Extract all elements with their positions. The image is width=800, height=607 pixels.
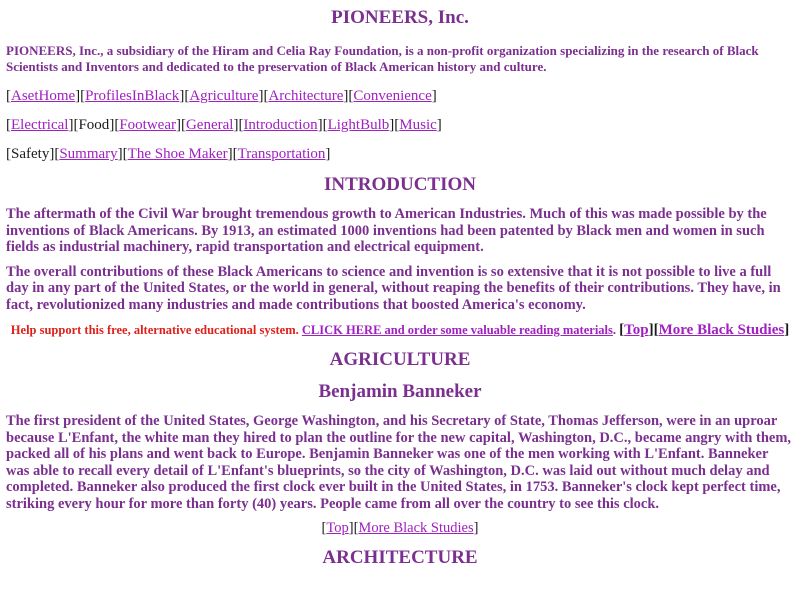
support-banner (6, 321, 794, 339)
category-nav (6, 87, 794, 163)
architecture-heading: ARCHITECTURE (322, 547, 478, 568)
nav-row: [Electrical][Food][Footwear][General][Introduction][LightBulb][Music] (6, 117, 442, 133)
agriculture-heading: AGRICULTURE (329, 349, 471, 370)
nav-link-general[interactable]: General (185, 117, 234, 133)
top-link[interactable]: Top (624, 322, 649, 338)
more-black-studies-link[interactable]: More Black Studies (358, 520, 474, 536)
nav-row: [AsetHome][ProfilesInBlack][Agriculture][Architecture][Convenience] (6, 88, 437, 104)
more-black-studies-link[interactable]: More Black Studies (658, 322, 785, 338)
intro-paragraph: PIONEERS, Inc., a subsidiary of the Hiram and Celia Ray Foundation, is a non-profit organization specializing in the research of Black Scientists and Inventors and dedicated to the preservation of Black American history and culture. (6, 43, 759, 74)
introduction-paragraph-1: The aftermath of the Civil War brought tremendous growth to American Industries. Much of this was made possible by the inventions of Black Americans. By 1913, an estimated 1000 inventions had been patented by Black men and women in such fields as industrial machinery, rapid transportation and electrical equipment. (6, 206, 767, 255)
banneker-paragraph: The first president of the United States, George Washington, and his Secretary of State, Thomas Jefferson, were in an uproar because L'Enfant, the white man they hired to plan the outline for the new capital, Washington, D.C., became angry with them, packed all of his plans and went back to Europe. Benjamin Banneker was one of the men working with L'Enfant. Banneker was able to recall every detail of L'Enfant's blueprints, so the city of Washington, D.C. was laid out without much delay and completed. Banneker also produced the first clock ever built in the United States, in 1753. Banneker's clock kept perfect time, striking every hour for more than forty (40) years. People came from all over the country to see this clock. (6, 413, 792, 512)
site-title: PIONEERS, Inc. (331, 7, 469, 28)
agriculture-top-nav: [Top][More Black Studies] (321, 520, 479, 536)
introduction-paragraph-2: The overall contributions of these Black Americans to science and invention is so extensive that it is not possible to live a full day in any part of the United States, or the world in general, without reaping the benefits of their contributions. They have, in fact, revolutionized many industries and made contributions that boosted America's economy. (6, 263, 781, 313)
nav-link-lightbulb[interactable]: LightBulb (327, 117, 390, 133)
nav-text-safety: Safety (11, 146, 50, 162)
nav-link-architecture[interactable]: Architecture (268, 88, 344, 104)
nav-link-agriculture[interactable]: Agriculture (189, 88, 259, 104)
nav-text-food: Food (78, 117, 110, 133)
nav-link-asethome[interactable]: AsetHome (11, 88, 76, 104)
introduction-heading: INTRODUCTION (323, 174, 477, 195)
banneker-heading: Benjamin Banneker (318, 381, 482, 402)
top-link[interactable]: Top (326, 520, 349, 536)
nav-link-summary[interactable]: Summary (59, 146, 118, 162)
nav-link-electrical[interactable]: Electrical (11, 117, 69, 133)
support-text: Help support this free, alternative educational system. (10, 323, 299, 337)
support-period: . (612, 323, 617, 337)
nav-link-the-shoe-maker[interactable]: The Shoe Maker (127, 146, 228, 162)
nav-row: [Safety][Summary][The Shoe Maker][Transportation] (6, 146, 331, 162)
support-top-nav: [Top][More Black Studies] (619, 322, 790, 338)
nav-link-transportation[interactable]: Transportation (237, 146, 326, 162)
nav-link-convenience[interactable]: Convenience (353, 88, 432, 104)
nav-link-footwear[interactable]: Footwear (119, 117, 176, 133)
nav-link-introduction[interactable]: Introduction (243, 117, 318, 133)
page (0, 7, 800, 569)
order-materials-link[interactable]: CLICK HERE and order some valuable reading materials (301, 323, 613, 337)
nav-link-profilesinblack[interactable]: ProfilesInBlack (85, 88, 180, 104)
nav-link-music[interactable]: Music (399, 117, 437, 133)
